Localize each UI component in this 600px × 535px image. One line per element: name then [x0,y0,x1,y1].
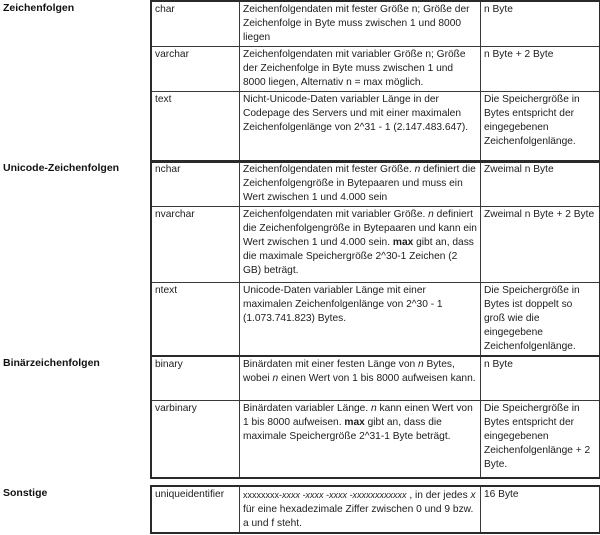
type-cell: uniqueidentifier [151,486,240,533]
datatype-table [150,160,600,357]
storage-cell: Zweimal n Byte [481,161,600,207]
storage-cell: Die Speichergröße in Bytes ist doppelt so groß wie die eingegebene Zeichenfolgenlänge. [481,283,600,357]
desc-pattern: xxxx -xxxx -xxxx -xxxxxxxxxxxx [282,490,407,500]
storage-cell: n Byte [481,356,600,400]
table-row [151,47,600,92]
description-cell: Zeichenfolgendaten mit fester Größe n; Größe der Zeichenfolge in Byte muss zwischen 1 und 8000 liegen [240,1,481,47]
table-row [151,92,600,162]
storage-cell: Zweimal n Byte + 2 Byte [481,207,600,283]
desc-text: Binärdaten variabler Länge. [243,402,371,414]
desc-var: n [414,164,421,175]
desc-keyword: max [392,237,414,248]
datatype-table [150,485,600,534]
description-cell: Nicht-Unicode-Daten variabler Länge in der Codepage des Servers und mit einer maximalen Zeichenfolgenlänge von 2^31 - 1 (2.147.483.647). [240,92,481,162]
datatype-table [150,355,600,479]
desc-text: Binärdaten mit einer festen Länge von [243,359,418,370]
type-cell: ntext [151,283,240,357]
table-row [151,486,600,533]
desc-text: Bytes, wobei [243,359,455,384]
storage-cell: Die Speichergröße in Bytes entspricht der eingegebenen Zeichenfolgenlänge + 2 Byte. [481,400,600,478]
desc-var: n [428,209,434,220]
description-cell: Unicode-Daten variabler Länge mit einer maximalen Zeichenfolgenlänge von 2^30 - 1 (1.073.741.823) Bytes. [240,283,481,357]
desc-var: n [272,373,279,384]
desc-text: definiert die Zeichenfolgengröße in Bytepaaren und kann ein Wert zwischen 1 und 4.000 sein. [243,209,477,248]
desc-text: definiert die Zeichenfolgengröße in Bytepaaren und muss ein Wert zwischen 1 und 4.000 sein [243,164,476,203]
type-cell: varchar [151,47,240,92]
type-cell: varbinary [151,400,240,478]
type-cell: text [151,92,240,162]
description-cell [240,356,481,400]
desc-text: kann einen Wert von 1 bis 8000 aufweisen. [243,402,473,428]
section-title: Zeichenfolgen [3,2,75,14]
description-cell [240,486,481,533]
desc-var: n [371,402,377,414]
section-title: Unicode-Zeichenfolgen [3,162,120,174]
desc-var: n [418,359,424,370]
type-cell: nvarchar [151,207,240,283]
section-title: Sonstige [3,487,48,499]
desc-text: Zeichenfolgendaten mit fester Größe. [243,164,415,175]
section-title: Binärzeichenfolgen [3,357,100,369]
table-row [151,207,600,283]
description-cell [240,400,481,478]
desc-text: xxxxxxxx- [243,490,282,500]
description-cell [240,207,481,283]
storage-cell: Die Speichergröße in Bytes entspricht der eingegebenen Zeichenfolgenlänge. [481,92,600,162]
table-row [151,161,600,207]
description-cell [240,161,481,207]
type-cell: nchar [151,161,240,207]
type-cell: char [151,1,240,47]
description-cell: Zeichenfolgendaten mit variabler Größe n; Größe der Zeichenfolge in Byte muss zwischen 1 und 8000 liegen, Alternativ n = max möglich. [240,47,481,92]
desc-text: für eine hexadezimale Ziffer zwischen 0 und 9 bzw. a und f steht. [243,504,474,529]
storage-cell: n Byte [481,1,600,47]
table-row [151,1,600,47]
desc-text: gibt an, dass die maximale Speichergröße 2^31-1 Byte beträgt. [243,416,451,442]
datatype-table [150,0,600,163]
desc-text: Zeichenfolgendaten mit variabler Größe. [243,209,429,220]
type-cell: binary [151,356,240,400]
desc-text: gibt an, dass die maximale Speichergröße 2^30-1 Zeichen (2 GB) beträgt. [243,237,474,276]
desc-text: einen Wert von 1 bis 8000 aufweisen kann. [278,373,476,384]
table-row [151,400,600,478]
table-row [151,283,600,357]
desc-var: x [470,490,476,501]
storage-cell: 16 Byte [481,486,600,533]
desc-text: , in der jedes [406,490,471,501]
table-row [151,356,600,400]
desc-keyword: max [344,416,365,428]
storage-cell: n Byte + 2 Byte [481,47,600,92]
